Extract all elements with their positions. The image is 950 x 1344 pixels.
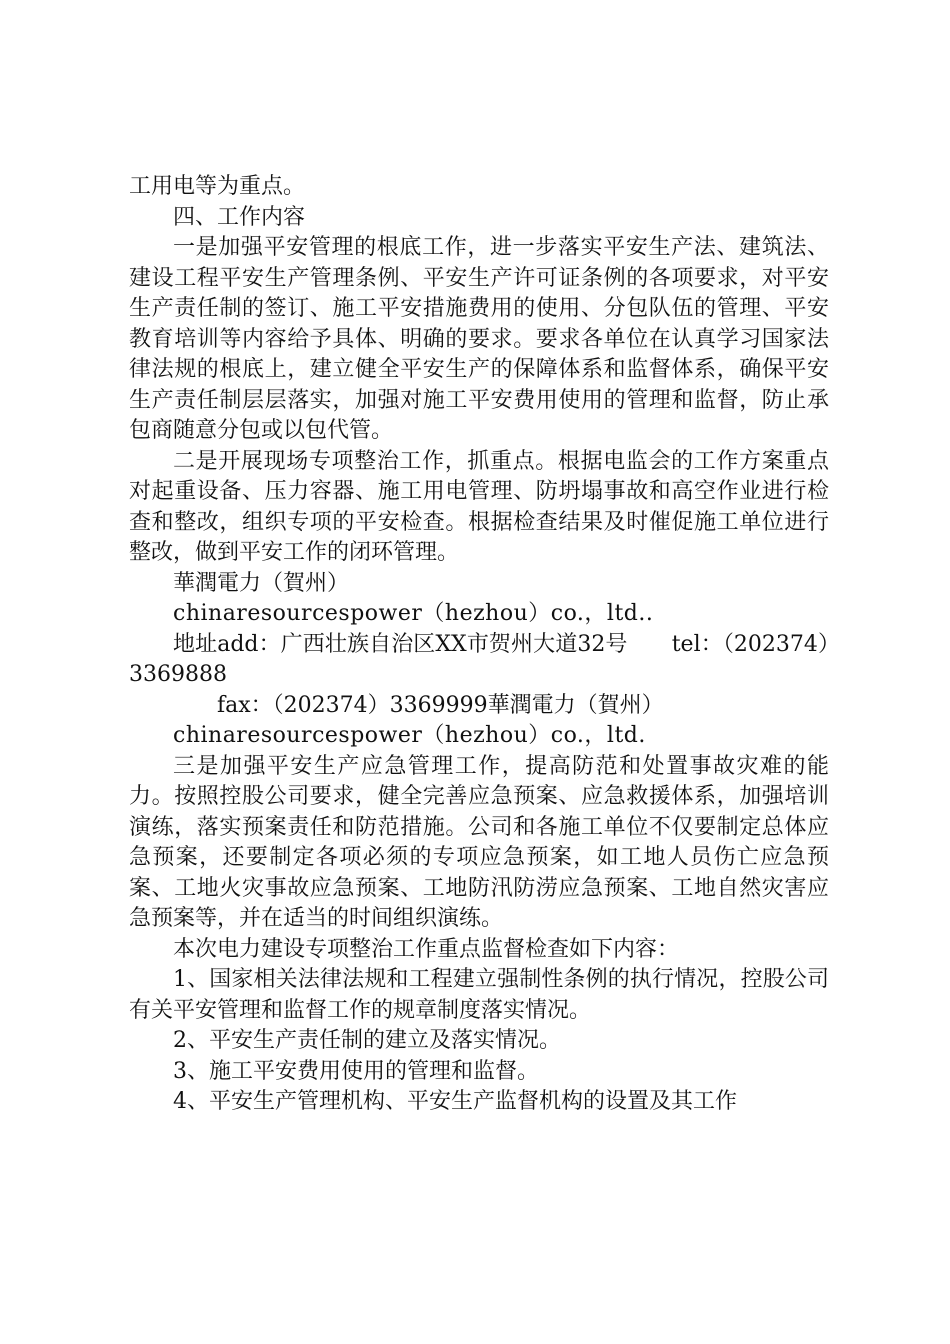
paragraph-inspection-intro: 本次电力建设专项整治工作重点监督检查如下内容： [173, 936, 680, 962]
list-item-3: 3、施工平安费用使用的管理和监督。 [173, 1058, 539, 1084]
paragraph-item-three: 三是加强平安生产应急管理工作，提高防范和处置事故灾难的能力。按照控股公司要求，健全完善应急预案、应急救援体系，加强培训演练，落实预案责任和防范措施。公司和各施工单位不仅要制定总体应急预案，还要制定各项必须的专项应急预案，如工地人员伤亡应急预案、工地火灾事故应急预案、工地防汛防涝应急预案、工地自然灾害应急预案等，并在适当的时间组织演练。 [129, 753, 829, 931]
company-name-chinese: 華潤電力（賀州） [173, 570, 350, 596]
paragraph-item-one: 一是加强平安管理的根底工作，进一步落实平安生产法、建筑法、建设工程平安生产管理条例、平安生产许可证条例的各项要求，对平安生产责任制的签订、施工平安措施费用的使用、分包队伍的管理、平安教育培训等内容给予具体、明确的要求。要求各单位在认真学习国家法律法规的根底上，建立健全平安生产的保障体系和监督体系，确保平安生产责任制层层落实，加强对施工平安费用使用的管理和监督，防止承包商随意分包或以包代管。 [129, 235, 829, 443]
document-page [129, 172, 829, 1118]
company-name-english: chinaresourcespower（hezhou）co.，ltd.. [173, 601, 654, 626]
section-heading-work-content: 四、工作内容 [173, 204, 306, 230]
company-address-tel: 地址add：广西壮族自治区XX市贺州大道32号 tel：（202374）3369888 [129, 631, 829, 687]
paragraph-item-two: 二是开展现场专项整治工作，抓重点。根据电监会的工作方案重点对起重设备、压力容器、施工用电管理、防坍塌事故和高空作业进行检查和整改，组织专项的平安检查。根据检查结果及时催促施工单位进行整改，做到平安工作的闭环管理。 [129, 448, 829, 565]
paragraph-continuation: 工用电等为重点。 [129, 174, 306, 199]
list-item-2: 2、平安生产责任制的建立及落实情况。 [173, 1028, 561, 1053]
list-item-4: 4、平安生产管理机构、平安生产监督机构的设置及其工作 [173, 1089, 737, 1114]
company-name-english-repeat: chinaresourcespower（hezhou）co.，ltd. [173, 723, 646, 748]
list-item-1: 1、国家相关法律法规和工程建立强制性条例的执行情况，控股公司有关平安管理和监督工作的规章制度落实情况。 [129, 967, 829, 1023]
company-fax: fax：（202374）3369999華潤電力（賀州） [217, 692, 664, 718]
